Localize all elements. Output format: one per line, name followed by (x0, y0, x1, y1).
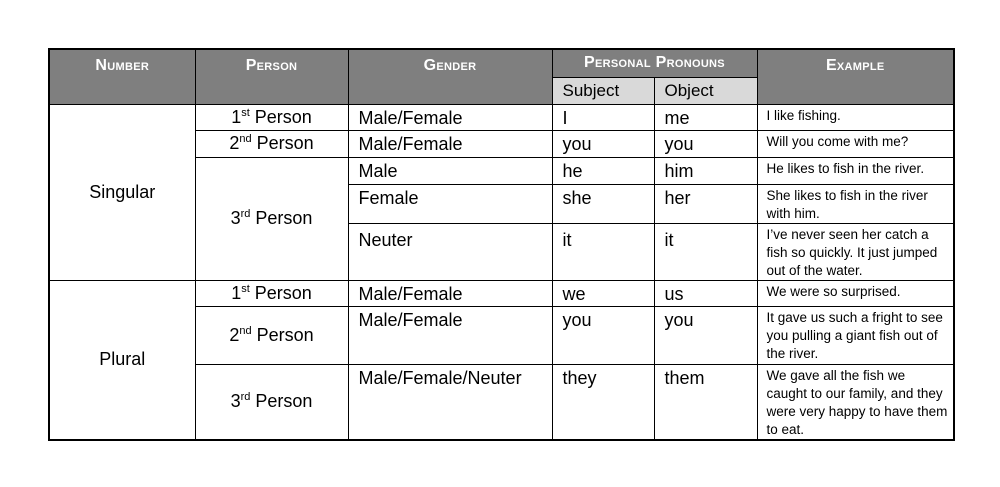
object-cell: it (654, 223, 757, 280)
table-row (49, 104, 954, 130)
subject-cell: we (552, 280, 654, 306)
person-first-singular: 1st Person (195, 104, 348, 130)
header-number: Number (49, 49, 195, 104)
header-gender: Gender (348, 49, 552, 104)
gender-cell: Male/Female/Neuter (348, 364, 552, 440)
object-cell: you (654, 306, 757, 364)
header-person: Person (195, 49, 348, 104)
number-singular: Singular (49, 104, 195, 280)
header-example: Example (757, 49, 954, 104)
person-first-plural: 1st Person (195, 280, 348, 306)
example-cell: She likes to fish in the river with him. (757, 184, 954, 223)
person-third-singular: 3rd Person (195, 157, 348, 280)
example-cell: I like fishing. (757, 104, 954, 130)
gender-cell: Neuter (348, 223, 552, 280)
example-cell: Will you come with me? (757, 130, 954, 157)
example-cell: We were so surprised. (757, 280, 954, 306)
example-cell: He likes to fish in the river. (757, 157, 954, 184)
subject-cell: it (552, 223, 654, 280)
subject-cell: I (552, 104, 654, 130)
gender-cell: Male/Female (348, 280, 552, 306)
person-third-plural: 3rd Person (195, 364, 348, 440)
subject-cell: you (552, 306, 654, 364)
gender-cell: Female (348, 184, 552, 223)
object-cell: them (654, 364, 757, 440)
object-cell: her (654, 184, 757, 223)
header-subject: Subject (552, 77, 654, 104)
gender-cell: Male/Female (348, 306, 552, 364)
example-cell: I’ve never seen her catch a fish so quickly. It just jumped out of the water. (757, 223, 954, 280)
subject-cell: she (552, 184, 654, 223)
person-second-plural: 2nd Person (195, 306, 348, 364)
object-cell: me (654, 104, 757, 130)
number-plural: Plural (49, 280, 195, 440)
gender-cell: Male (348, 157, 552, 184)
object-cell: you (654, 130, 757, 157)
person-second-singular: 2nd Person (195, 130, 348, 157)
header-personal-pronouns: Personal Pronouns (552, 49, 757, 77)
table-row (49, 280, 954, 306)
gender-cell: Male/Female (348, 130, 552, 157)
example-cell: It gave us such a fright to see you pulling a giant fish out of the river. (757, 306, 954, 364)
subject-cell: they (552, 364, 654, 440)
example-cell: We gave all the fish we caught to our family, and they were very happy to have them to eat. (757, 364, 954, 440)
subject-cell: he (552, 157, 654, 184)
object-cell: us (654, 280, 757, 306)
pronoun-table (48, 48, 955, 441)
subject-cell: you (552, 130, 654, 157)
gender-cell: Male/Female (348, 104, 552, 130)
object-cell: him (654, 157, 757, 184)
header-object: Object (654, 77, 757, 104)
